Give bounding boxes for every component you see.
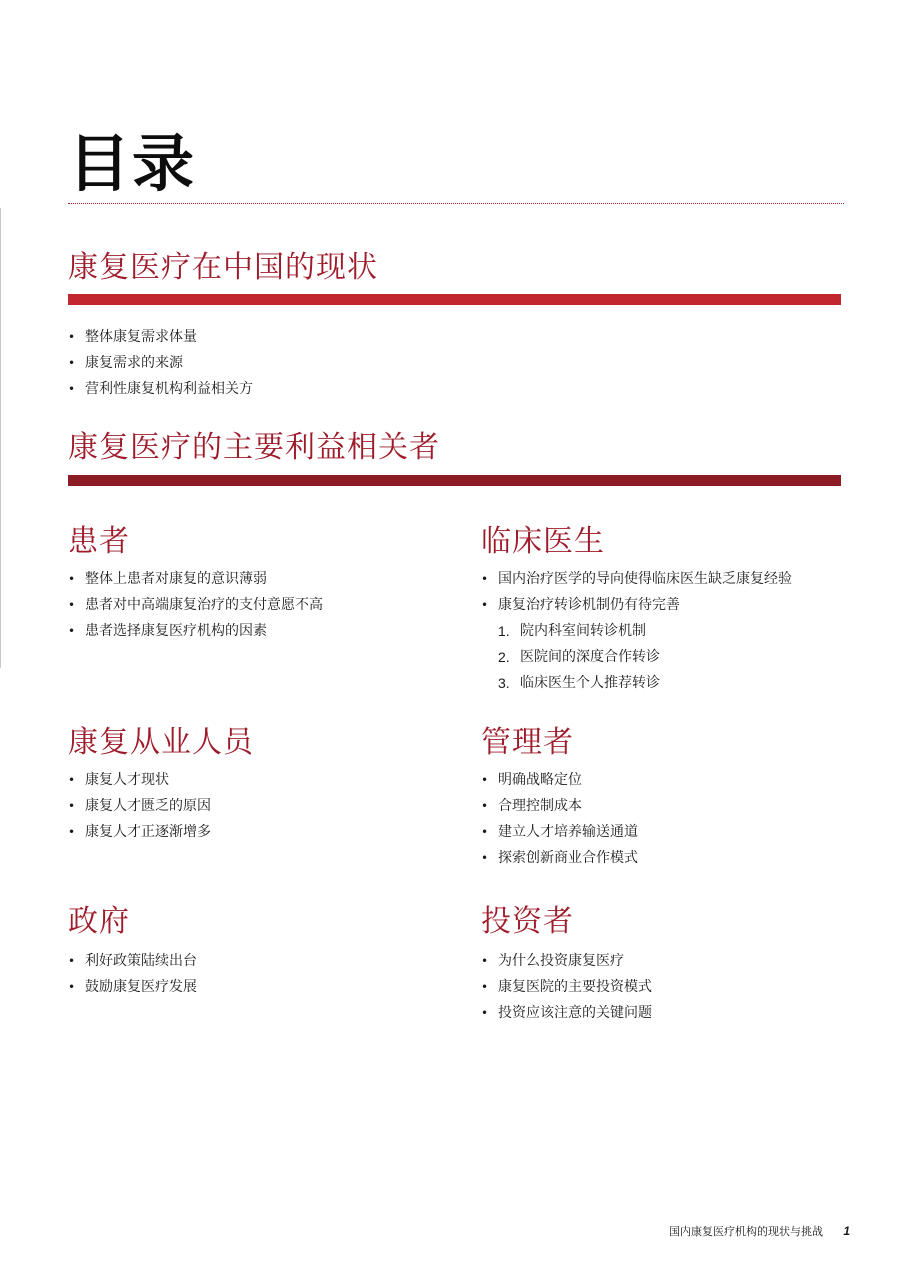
subsection-title-clinicians: 临床医生 bbox=[481, 524, 605, 559]
page-title: 目录 bbox=[68, 127, 197, 200]
subsection-numbered-list-clinicians bbox=[498, 618, 660, 696]
subsection-title-managers: 管理者 bbox=[481, 725, 574, 760]
bullet-icon: • bbox=[481, 825, 489, 839]
list-item: • 康复人才现状 bbox=[68, 767, 211, 793]
list-item: • 鼓励康复医疗发展 bbox=[68, 974, 197, 1000]
subsection-list-managers bbox=[481, 767, 638, 871]
list-item: • 营利性康复机构利益相关方 bbox=[68, 376, 253, 402]
subsection-title-patients: 患者 bbox=[68, 524, 130, 559]
bullet-icon: • bbox=[481, 980, 489, 994]
bullet-icon: • bbox=[481, 1006, 489, 1020]
numbered-item: 2. 医院间的深度合作转诊 bbox=[498, 649, 660, 665]
bullet-icon: • bbox=[481, 572, 489, 586]
list-item: • 利好政策陆续出台 bbox=[68, 948, 197, 974]
section-list-status bbox=[68, 324, 253, 402]
title-divider bbox=[68, 203, 844, 204]
list-item: • 患者选择康复医疗机构的因素 bbox=[68, 618, 323, 644]
list-item: • 康复医院的主要投资模式 bbox=[481, 974, 652, 1000]
list-item: • 合理控制成本 bbox=[481, 793, 638, 819]
subsection-title-practitioners: 康复从业人员 bbox=[68, 725, 254, 760]
numbered-item: 3. 临床医生个人推荐转诊 bbox=[498, 675, 660, 691]
list-item: • 整体康复需求体量 bbox=[68, 324, 253, 350]
bullet-icon: • bbox=[68, 980, 76, 994]
section-bar-stakeholders bbox=[68, 475, 841, 486]
subsection-title-government: 政府 bbox=[68, 904, 130, 939]
list-item: • 明确战略定位 bbox=[481, 767, 638, 793]
list-item: • 康复治疗转诊机制仍有待完善 bbox=[481, 592, 792, 618]
list-item: • 投资应该注意的关键问题 bbox=[481, 1000, 652, 1026]
bullet-icon: • bbox=[68, 356, 76, 370]
bullet-icon: • bbox=[68, 773, 76, 787]
bullet-icon: • bbox=[68, 598, 76, 612]
section-title-status: 康复医疗在中国的现状 bbox=[68, 250, 378, 285]
list-item: • 建立人才培养输送通道 bbox=[481, 819, 638, 845]
bullet-icon: • bbox=[481, 773, 489, 787]
bullet-icon: • bbox=[68, 954, 76, 968]
numbered-item: 1. 院内科室间转诊机制 bbox=[498, 623, 646, 639]
bullet-icon: • bbox=[481, 598, 489, 612]
subsection-list-practitioners bbox=[68, 767, 211, 845]
bullet-icon: • bbox=[68, 624, 76, 638]
bullet-icon: • bbox=[481, 954, 489, 968]
list-item: • 患者对中高端康复治疗的支付意愿不高 bbox=[68, 592, 323, 618]
subsection-list-clinicians bbox=[481, 566, 792, 618]
bullet-icon: • bbox=[68, 330, 76, 344]
list-item: • 康复人才匮乏的原因 bbox=[68, 793, 211, 819]
list-item: • 整体上患者对康复的意识薄弱 bbox=[68, 566, 323, 592]
bullet-icon: • bbox=[68, 572, 76, 586]
list-item: • 为什么投资康复医疗 bbox=[481, 948, 652, 974]
page-number: 1 bbox=[843, 1224, 850, 1238]
section-bar-status bbox=[68, 294, 841, 305]
page-edge-line bbox=[0, 208, 1, 668]
subsection-list-patients bbox=[68, 566, 323, 644]
bullet-icon: • bbox=[68, 799, 76, 813]
bullet-icon: • bbox=[481, 799, 489, 813]
list-item: • 探索创新商业合作模式 bbox=[481, 845, 638, 871]
subsection-list-investors bbox=[481, 948, 652, 1026]
bullet-icon: • bbox=[68, 382, 76, 396]
bullet-icon: • bbox=[68, 825, 76, 839]
footer-title: 国内康复医疗机构的现状与挑战 bbox=[669, 1225, 823, 1238]
list-item: • 康复需求的来源 bbox=[68, 350, 253, 376]
bullet-icon: • bbox=[481, 851, 489, 865]
list-item: • 国内治疗医学的导向使得临床医生缺乏康复经验 bbox=[481, 566, 792, 592]
subsection-title-investors: 投资者 bbox=[481, 904, 574, 939]
list-item: • 康复人才正逐渐增多 bbox=[68, 819, 211, 845]
subsection-list-government bbox=[68, 948, 197, 1000]
section-title-stakeholders: 康复医疗的主要利益相关者 bbox=[68, 430, 440, 465]
